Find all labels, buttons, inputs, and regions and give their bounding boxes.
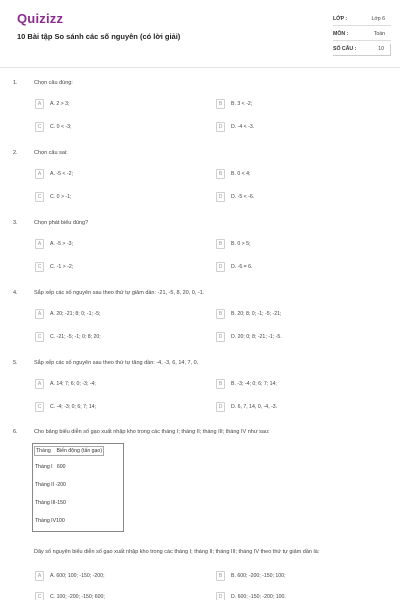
option-letter: C — [35, 332, 44, 342]
option-text: D. 6, 7, 14, 0, -4, -3. — [231, 404, 278, 410]
option-text: C. 100; -200; -150; 600; — [50, 594, 105, 600]
rice-table — [32, 443, 124, 532]
question-text: Chọn câu sai: — [34, 150, 68, 156]
question-number: 6. — [13, 429, 18, 435]
option-letter: D — [216, 262, 225, 272]
meta-value: 10 — [378, 46, 384, 52]
table-row: Tháng III-150 — [35, 500, 66, 506]
document-header — [0, 0, 400, 66]
option-text: C. -1 > -2; — [50, 264, 74, 270]
meta-key: MÔN : — [333, 31, 349, 37]
option-text: B. 0 < 4; — [231, 171, 251, 177]
option-text: A. -5 > -3; — [50, 241, 73, 247]
question-followup-text: Dãy số nguyên biểu diễn số gạo xuất nhập kho trong các tháng I; tháng II; tháng III; tháng IV theo thứ tự giảm dần là: — [34, 549, 320, 555]
option-text: B. 20; 8; 0; -1; -5; -21; — [231, 311, 282, 317]
quizizz-logo: Quizizz — [17, 11, 64, 26]
question-number: 2. — [13, 150, 18, 156]
option-text: B. 0 > 5; — [231, 241, 251, 247]
option-letter: A — [35, 99, 44, 109]
option-letter: B — [216, 99, 225, 109]
table-row: Tháng IV100 — [35, 518, 65, 524]
document-title: 10 Bài tập So sánh các số nguyên (có lời giải) — [17, 32, 181, 41]
option-letter: A — [35, 571, 44, 581]
option-letter: B — [216, 571, 225, 581]
option-text: A. 600; 100; -150; -200; — [50, 573, 105, 579]
option-letter: C — [35, 262, 44, 272]
header-divider — [0, 67, 400, 68]
option-letter: D — [216, 592, 225, 600]
option-letter: C — [35, 402, 44, 412]
option-letter: A — [35, 379, 44, 389]
option-text: A. 14; 7; 6; 0; -3; -4; — [50, 381, 96, 387]
table-header: Tháng Biến động (tấn gạo) — [36, 448, 103, 454]
option-text: D. 20; 0; 8; -21; -1; -5. — [231, 334, 282, 340]
option-text: C. 0 > -1; — [50, 194, 72, 200]
question-text: Sắp xếp các số nguyên sau theo thứ tự giảm dần: -21, -5, 8, 20, 0, -1. — [34, 290, 205, 296]
option-letter: B — [216, 239, 225, 249]
option-text: D. -4 < -3. — [231, 124, 255, 130]
option-letter: B — [216, 309, 225, 319]
question-number: 5. — [13, 360, 18, 366]
option-letter: C — [35, 592, 44, 600]
meta-value: Toán — [373, 31, 385, 37]
option-letter: B — [216, 379, 225, 389]
option-letter: C — [35, 122, 44, 132]
question-text: Chọn câu đúng: — [34, 80, 73, 86]
table-row: Tháng II -200 — [35, 482, 66, 488]
question-number: 4. — [13, 290, 18, 296]
option-letter: A — [35, 239, 44, 249]
meta-subject — [333, 29, 391, 41]
option-letter: A — [35, 309, 44, 319]
option-text: C. 0 < -3; — [50, 124, 72, 130]
option-text: B. 600; -200; -150; 100; — [231, 573, 286, 579]
option-text: C. -21; -5; -1; 0; 8; 20; — [50, 334, 101, 340]
option-letter: D — [216, 402, 225, 412]
option-text: D. -6 = 6. — [231, 264, 253, 270]
option-text: D. -5 < -6. — [231, 194, 255, 200]
option-text: A. -5 < -2; — [50, 171, 73, 177]
option-letter: A — [35, 169, 44, 179]
meta-class — [333, 14, 391, 26]
table-row: Tháng I 600 — [35, 464, 66, 470]
question-number: 1. — [13, 80, 18, 86]
question-text: Chọn phát biểu đúng? — [34, 220, 89, 226]
option-letter: D — [216, 332, 225, 342]
option-text: B. -3; -4; 0; 6; 7; 14; — [231, 381, 277, 387]
option-text: C. -4; -3; 0; 6; 7; 14; — [50, 404, 97, 410]
meta-key: SỐ CÂU : — [333, 46, 357, 52]
meta-key: LỚP : — [333, 16, 348, 22]
question-text: Sắp xếp các số nguyên sau theo thứ tự tăng dần: -4, -3, 6, 14, 7, 0. — [34, 360, 199, 366]
option-text: A. 2 > 3; — [50, 101, 70, 107]
option-text: D. 600; -150; -200; 100. — [231, 594, 286, 600]
option-letter: D — [216, 122, 225, 132]
meta-question-count — [333, 44, 391, 56]
option-text: B. 3 < -2; — [231, 101, 253, 107]
option-text: A. 20; -21; 8; 0; -1; -5; — [50, 311, 101, 317]
question-text: Cho bảng biểu diễn số gạo xuất nhập kho trong các tháng I; tháng II; tháng III; tháng IV như sau: — [34, 429, 270, 435]
option-letter: D — [216, 192, 225, 202]
option-letter: C — [35, 192, 44, 202]
question-number: 3. — [13, 220, 18, 226]
option-letter: B — [216, 169, 225, 179]
meta-value: Lớp 6 — [371, 16, 385, 22]
